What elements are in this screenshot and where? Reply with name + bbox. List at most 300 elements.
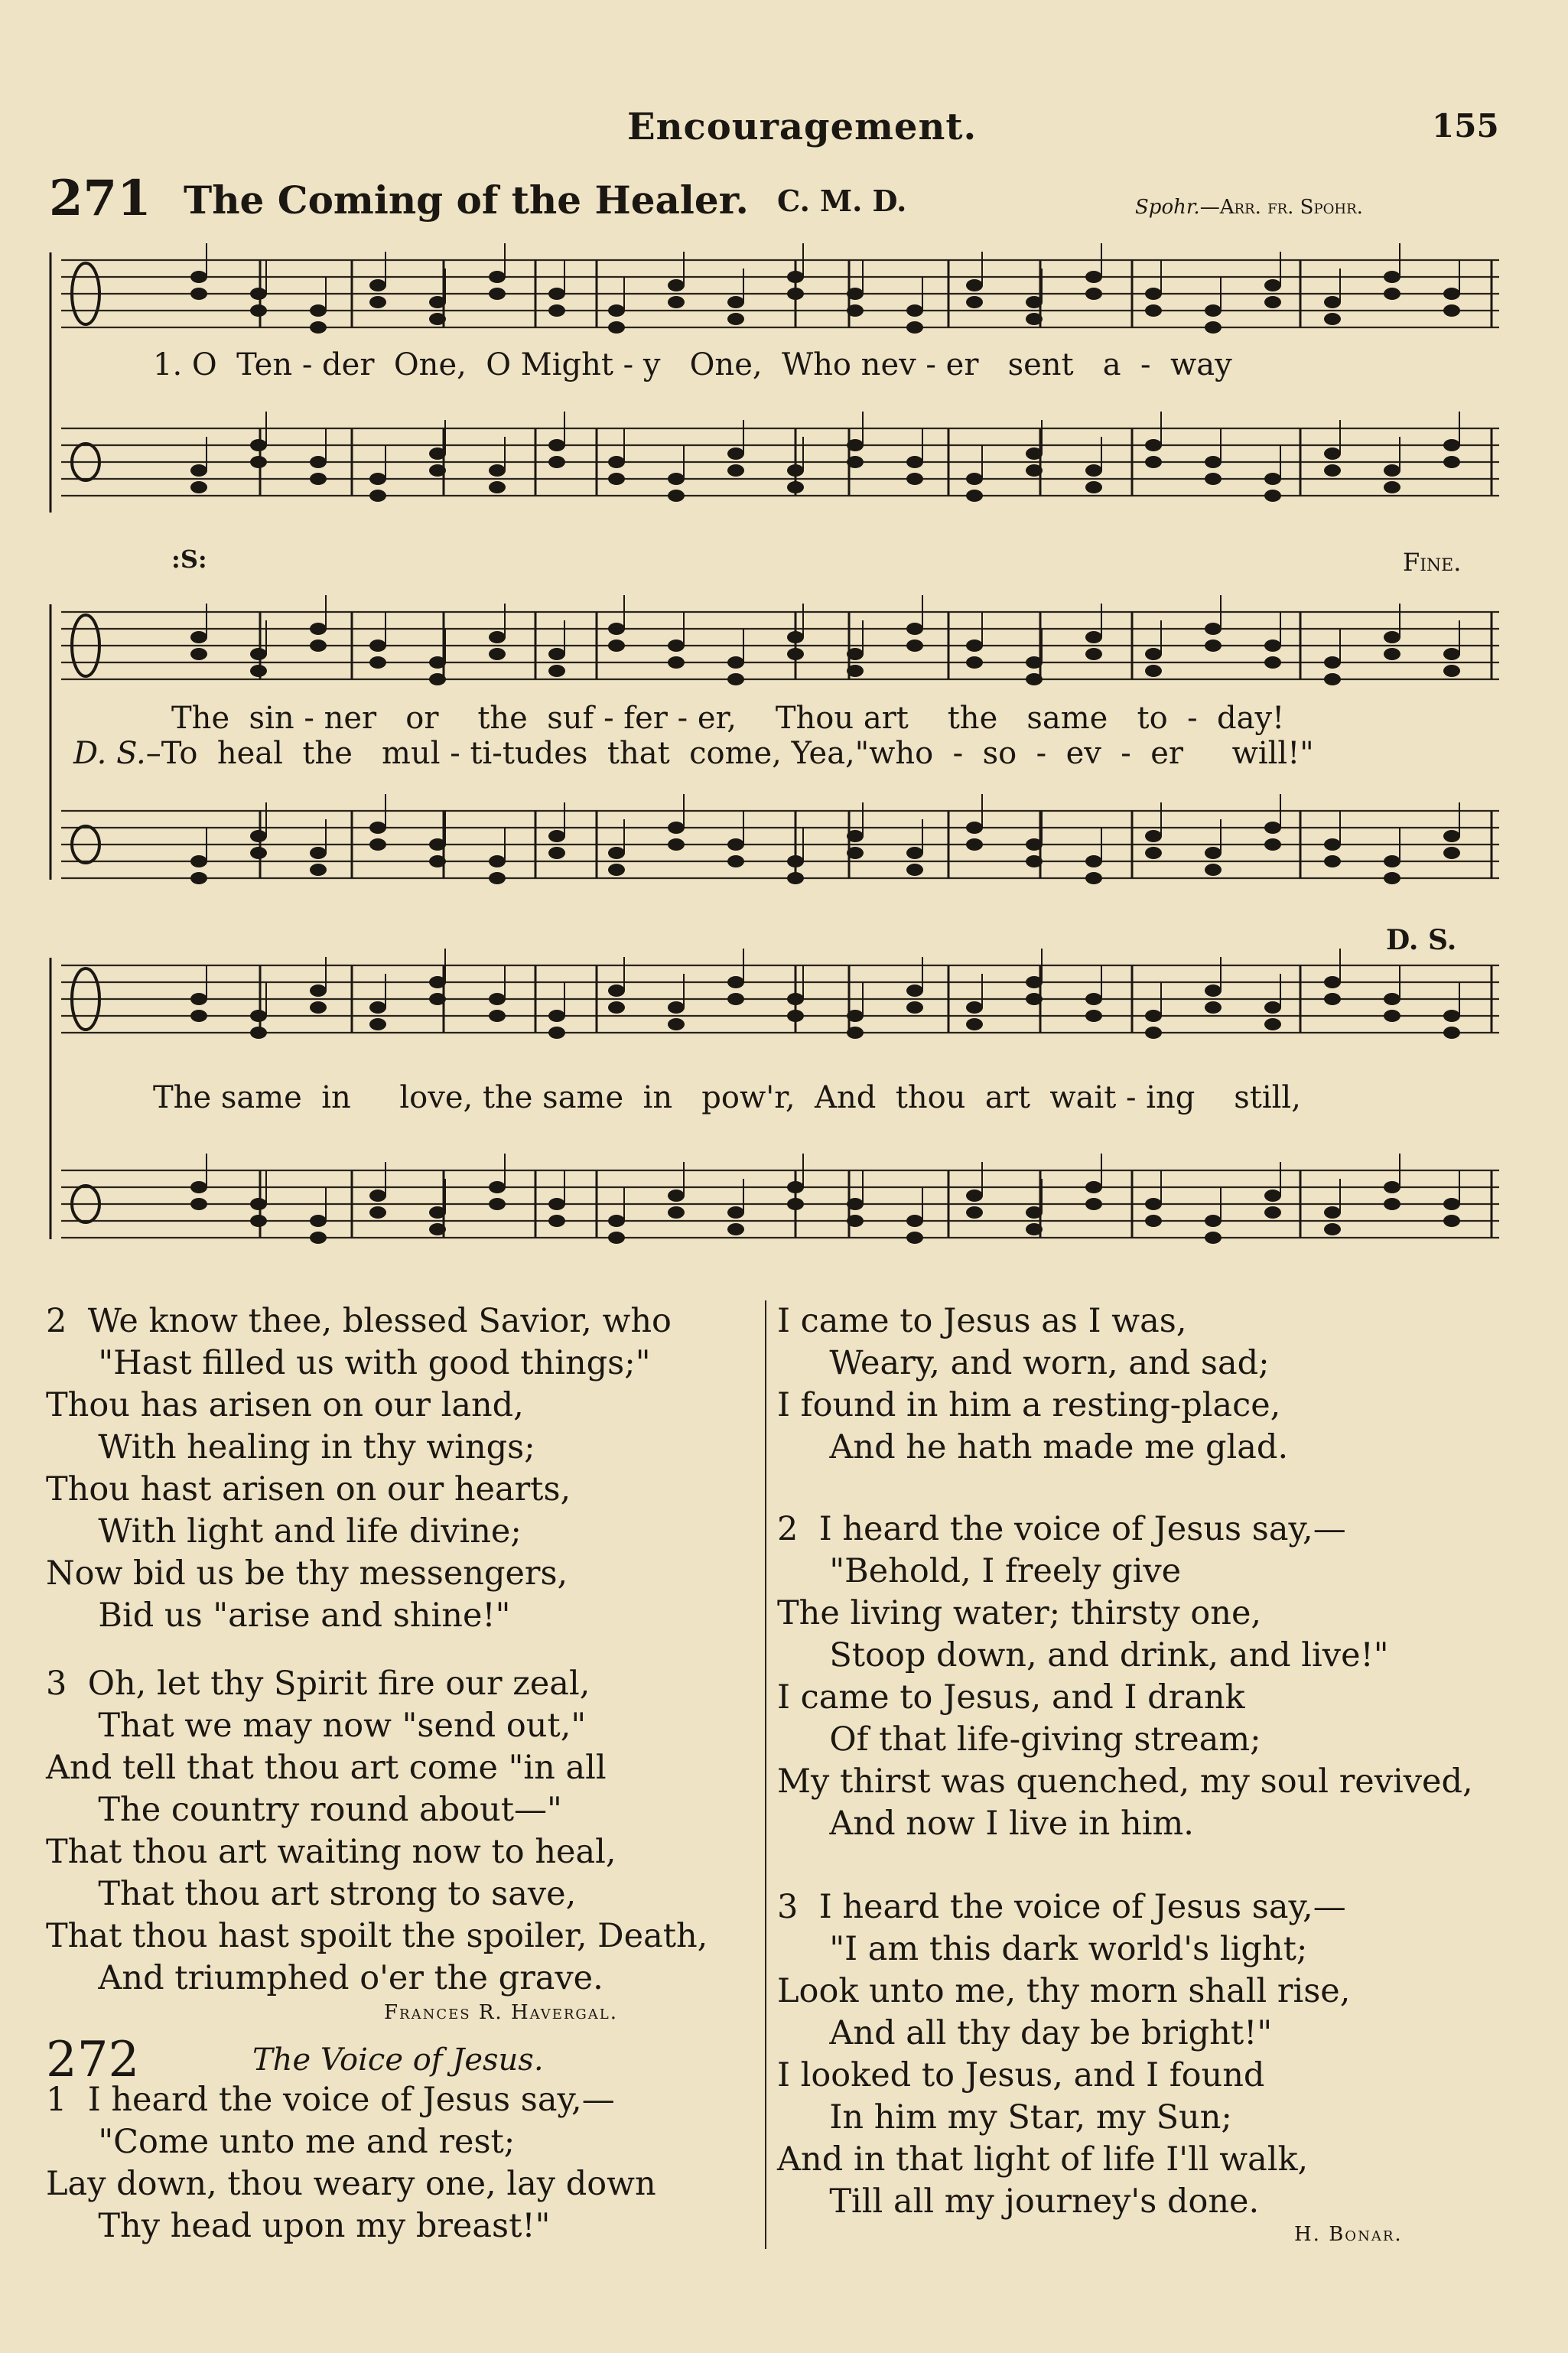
note-head [250, 456, 267, 468]
note-head [1085, 288, 1102, 300]
note-head [1026, 993, 1043, 1005]
note-head [847, 456, 864, 468]
note-head [548, 456, 565, 468]
verse-272-3-line: "I am this dark world's light; [777, 1930, 1308, 1968]
note-head [310, 640, 327, 652]
note-head [1026, 673, 1043, 685]
note-head [608, 623, 625, 635]
verse-272-1a-line: Thy head upon my breast!" [46, 2207, 551, 2245]
verse-271-3-line: That thou art waiting now to heal, [46, 1833, 616, 1871]
note-head [1264, 656, 1281, 669]
note-head [250, 1198, 267, 1210]
note-head [1384, 631, 1400, 643]
note-head [727, 656, 744, 669]
note-head [1264, 640, 1281, 652]
composer-name: Spohr. [1135, 196, 1200, 219]
note-head [1205, 864, 1222, 876]
note-head [847, 847, 864, 859]
note-head [1205, 1001, 1222, 1014]
note-head [1384, 1198, 1400, 1210]
note-head [310, 304, 327, 317]
note-head [966, 490, 983, 502]
note-head [608, 321, 625, 334]
note-head [250, 288, 267, 300]
note-head [548, 1027, 565, 1039]
note-head [489, 1198, 506, 1210]
note-head [1384, 1010, 1400, 1022]
note-head [489, 464, 506, 477]
note-head [429, 464, 446, 477]
note-head [1264, 1018, 1281, 1030]
note-head [310, 321, 327, 334]
verse-271-3-line: That thou hast spoilt the spoiler, Death, [46, 1917, 708, 1955]
note-head [608, 456, 625, 468]
note-head [1443, 847, 1460, 859]
verse-272-3-line: Till all my journey's done. [777, 2182, 1260, 2221]
note-head [1324, 1223, 1341, 1235]
note-head [1443, 439, 1460, 451]
note-head [548, 648, 565, 660]
note-head [1205, 640, 1222, 652]
note-head [727, 1206, 744, 1219]
verse-271-2-line: Now bid us be thy messengers, [46, 1554, 568, 1593]
note-head [369, 640, 386, 652]
note-head [906, 640, 923, 652]
verse-271-2-line: "Hast filled us with good things;" [46, 1344, 651, 1382]
verse-272-3-line: 3 I heard the voice of Jesus say,— [777, 1888, 1346, 1926]
note-head [608, 864, 625, 876]
note-head [668, 490, 685, 502]
note-head [1205, 1232, 1222, 1244]
note-head [1085, 481, 1102, 493]
note-head [1443, 665, 1460, 677]
note-head [787, 271, 804, 283]
note-head [1443, 1215, 1460, 1227]
note-head [727, 673, 744, 685]
note-head [1026, 447, 1043, 460]
note-head [1145, 456, 1162, 468]
note-head [966, 1001, 983, 1014]
segno-sign: :S: [171, 545, 207, 574]
note-head [1324, 447, 1341, 460]
note-head [608, 640, 625, 652]
verse-271-3 [46, 1663, 708, 2000]
note-head [1443, 830, 1460, 842]
note-head [1384, 1181, 1400, 1193]
note-head [847, 648, 864, 660]
note-head [787, 481, 804, 493]
note-head [1264, 490, 1281, 502]
verse-272-3-line: In him my Star, my Sun; [777, 2098, 1232, 2137]
note-head [489, 271, 506, 283]
note-head [1264, 296, 1281, 308]
verse-271-3-line: And tell that thou art come "in all [46, 1749, 607, 1787]
verse-271-2-line: With healing in thy wings; [46, 1428, 535, 1466]
note-head [906, 984, 923, 997]
note-head [727, 447, 744, 460]
note-head [727, 976, 744, 988]
note-head [190, 288, 207, 300]
note-head [190, 1181, 207, 1193]
verse-272-2-line: "Behold, I freely give [777, 1552, 1182, 1590]
note-head [1324, 296, 1341, 308]
note-head [548, 439, 565, 451]
note-head [369, 1190, 386, 1202]
note-head [1384, 872, 1400, 884]
note-head [1085, 631, 1102, 643]
note-head [1085, 648, 1102, 660]
verse-272-3-line: Look unto me, thy morn shall rise, [777, 1972, 1351, 2010]
note-head [1324, 1206, 1341, 1219]
note-head [1205, 984, 1222, 997]
verse-272-1b [777, 1300, 1288, 1469]
note-head [548, 665, 565, 677]
fine-marker: Fine. [1403, 548, 1462, 577]
note-head [608, 1001, 625, 1014]
note-head [1384, 271, 1400, 283]
note-head [847, 1198, 864, 1210]
note-head [608, 304, 625, 317]
note-head [190, 1198, 207, 1210]
note-head [1384, 855, 1400, 867]
note-head [906, 473, 923, 485]
note-head [787, 648, 804, 660]
note-head [1264, 473, 1281, 485]
note-head [190, 993, 207, 1005]
note-head [787, 631, 804, 643]
note-head [727, 993, 744, 1005]
verse-271-3-line: That thou art strong to save, [46, 1875, 577, 1913]
note-head [1384, 464, 1400, 477]
note-head [369, 1206, 386, 1219]
note-head [429, 855, 446, 867]
verse-272-1a-line: 1 I heard the voice of Jesus say,— [46, 2081, 615, 2119]
note-head [847, 1027, 864, 1039]
note-head [1145, 830, 1162, 842]
note-head [489, 1181, 506, 1193]
note-head [548, 847, 565, 859]
note-head [190, 271, 207, 283]
note-head [787, 1010, 804, 1022]
note-head [1026, 313, 1043, 325]
ds-marker: D. S. [1386, 924, 1457, 956]
section-title: Encouragement. [627, 106, 978, 148]
hymn-number-272: 272 [46, 2032, 140, 2088]
note-head [250, 648, 267, 660]
note-head [1324, 976, 1341, 988]
note-head [250, 847, 267, 859]
note-head [1205, 1215, 1222, 1227]
author-havergal: Frances R. Havergal. [384, 2001, 619, 2024]
note-head [1264, 279, 1281, 291]
note-head [1264, 1001, 1281, 1014]
verse-272-1b-line: I found in him a resting-place, [777, 1386, 1281, 1424]
note-head [1443, 1027, 1460, 1039]
note-head [906, 623, 923, 635]
note-head [250, 665, 267, 677]
note-head [966, 640, 983, 652]
note-head [429, 1223, 446, 1235]
lyric-line-3 [73, 736, 1314, 771]
note-head [1026, 1206, 1043, 1219]
note-head [1026, 976, 1043, 988]
verse-271-2-line: Thou has arisen on our land, [46, 1386, 524, 1424]
note-head [250, 439, 267, 451]
note-head [847, 304, 864, 317]
note-head [608, 984, 625, 997]
note-head [548, 1198, 565, 1210]
verse-272-1a [46, 2079, 656, 2247]
note-head [1145, 1027, 1162, 1039]
note-head [1145, 665, 1162, 677]
note-head [1145, 1010, 1162, 1022]
note-head [190, 855, 207, 867]
note-head [1264, 822, 1281, 834]
note-head [310, 864, 327, 876]
note-head [429, 313, 446, 325]
note-head [429, 296, 446, 308]
note-head [966, 656, 983, 669]
note-head [310, 847, 327, 859]
note-head [608, 1215, 625, 1227]
note-head [548, 1215, 565, 1227]
verse-272-3 [777, 1886, 1350, 2223]
ds-label: D. S. [73, 736, 146, 771]
verse-271-3-line: And triumphed o'er the grave. [46, 1959, 603, 1997]
verse-272-1b-line: And he hath made me glad. [777, 1428, 1289, 1466]
note-head [1205, 473, 1222, 485]
note-head [668, 838, 685, 851]
note-head [608, 473, 625, 485]
note-head [1264, 1206, 1281, 1219]
note-head [847, 1215, 864, 1227]
note-head [489, 288, 506, 300]
verse-272-2-line: And now I live in him. [777, 1805, 1194, 1843]
note-head [906, 847, 923, 859]
verse-272-1b-line: I came to Jesus as I was, [777, 1302, 1187, 1340]
verse-271-2-line: 2 We know thee, blessed Savior, who [46, 1302, 672, 1340]
note-head [1324, 673, 1341, 685]
verse-272-2-line: I came to Jesus, and I drank [777, 1678, 1245, 1717]
note-head [1443, 456, 1460, 468]
note-head [906, 1232, 923, 1244]
ds-lyrics: –To heal the mul - ti-tudes that come, Yea,"who - so - ev - er will!" [145, 736, 1314, 771]
note-head [787, 1181, 804, 1193]
note-head [1205, 304, 1222, 317]
note-head [369, 1018, 386, 1030]
note-head [489, 993, 506, 1005]
note-head [429, 993, 446, 1005]
note-head [429, 976, 446, 988]
note-head [668, 1001, 685, 1014]
note-head [1145, 847, 1162, 859]
note-head [906, 1001, 923, 1014]
note-head [1443, 648, 1460, 660]
note-head [727, 838, 744, 851]
note-head [1026, 855, 1043, 867]
note-head [727, 1223, 744, 1235]
note-head [608, 847, 625, 859]
column-divider [765, 1300, 766, 2249]
verse-272-3-line: And all thy day be bright!" [777, 2014, 1273, 2052]
composer-arrangement: —Arr. fr. Spohr. [1199, 196, 1363, 219]
hymn-meter: C. M. D. [777, 184, 907, 218]
note-head [847, 288, 864, 300]
note-head [369, 473, 386, 485]
note-head [1026, 656, 1043, 669]
note-head [966, 473, 983, 485]
note-head [1384, 481, 1400, 493]
note-head [310, 456, 327, 468]
note-head [966, 838, 983, 851]
verse-272-1a-line: Lay down, thou weary one, lay down [46, 2165, 656, 2203]
note-head [310, 1215, 327, 1227]
note-head [727, 313, 744, 325]
note-head [250, 1010, 267, 1022]
note-head [489, 481, 506, 493]
note-head [1145, 304, 1162, 317]
note-head [787, 464, 804, 477]
verse-272-1b-line: Weary, and worn, and sad; [777, 1344, 1270, 1382]
note-head [1085, 1181, 1102, 1193]
note-head [429, 447, 446, 460]
note-head [369, 822, 386, 834]
note-head [429, 838, 446, 851]
note-head [787, 993, 804, 1005]
note-head [250, 830, 267, 842]
note-head [310, 1232, 327, 1244]
note-head [369, 1001, 386, 1014]
note-head [1026, 838, 1043, 851]
note-head [369, 279, 386, 291]
note-head [548, 304, 565, 317]
note-head [1145, 439, 1162, 451]
note-head [1085, 1198, 1102, 1210]
note-head [1384, 993, 1400, 1005]
note-head [489, 872, 506, 884]
note-head [668, 656, 685, 669]
note-head [1443, 288, 1460, 300]
note-head [1145, 1198, 1162, 1210]
note-head [310, 984, 327, 997]
note-head [190, 631, 207, 643]
note-head [489, 1010, 506, 1022]
note-head [250, 1027, 267, 1039]
author-bonar: H. Bonar. [1294, 2223, 1403, 2246]
note-head [1324, 855, 1341, 867]
note-head [1205, 321, 1222, 334]
lyric-line-2: The sin - ner or the suf - fer - er, Thou art the same to - day! [171, 701, 1285, 736]
note-head [369, 838, 386, 851]
note-head [847, 830, 864, 842]
note-head [1384, 648, 1400, 660]
note-head [190, 872, 207, 884]
note-head [906, 456, 923, 468]
note-head [1026, 1223, 1043, 1235]
note-head [906, 864, 923, 876]
verse-271-3-line: 3 Oh, let thy Spirit fire our zeal, [46, 1665, 590, 1703]
note-head [906, 304, 923, 317]
note-head [787, 855, 804, 867]
note-head [548, 830, 565, 842]
note-head [190, 464, 207, 477]
note-head [250, 1215, 267, 1227]
note-head [727, 464, 744, 477]
note-head [1085, 464, 1102, 477]
note-head [966, 1206, 983, 1219]
verse-271-3-line: That we may now "send out," [46, 1707, 587, 1745]
note-head [548, 288, 565, 300]
note-head [668, 296, 685, 308]
note-head [190, 1010, 207, 1022]
note-head [1443, 1198, 1460, 1210]
hymn-title-272: The Voice of Jesus. [252, 2042, 544, 2078]
verse-271-2 [46, 1300, 672, 1637]
note-head [548, 1010, 565, 1022]
note-head [966, 1190, 983, 1202]
note-head [429, 673, 446, 685]
note-head [1205, 847, 1222, 859]
note-head [1026, 464, 1043, 477]
note-head [429, 656, 446, 669]
note-head [1384, 288, 1400, 300]
note-head [1324, 838, 1341, 851]
note-head [1145, 288, 1162, 300]
note-head [1443, 1010, 1460, 1022]
note-head [727, 855, 744, 867]
note-head [1085, 855, 1102, 867]
note-head [847, 665, 864, 677]
note-head [1324, 313, 1341, 325]
verse-272-2-line: Of that life-giving stream; [777, 1720, 1261, 1759]
note-head [1324, 464, 1341, 477]
note-head [1085, 1010, 1102, 1022]
note-head [847, 439, 864, 451]
note-head [369, 296, 386, 308]
note-head [429, 1206, 446, 1219]
verse-272-3-line: And in that light of life I'll walk, [777, 2140, 1309, 2179]
note-head [787, 288, 804, 300]
verse-272-2-line: My thirst was quenched, my soul revived, [777, 1762, 1473, 1801]
note-head [1026, 296, 1043, 308]
note-head [668, 1206, 685, 1219]
note-head [608, 1232, 625, 1244]
note-head [190, 481, 207, 493]
note-head [310, 473, 327, 485]
note-head [489, 855, 506, 867]
note-head [966, 822, 983, 834]
note-head [668, 640, 685, 652]
note-head [1205, 623, 1222, 635]
note-head [1264, 838, 1281, 851]
note-head [369, 490, 386, 502]
note-head [310, 1001, 327, 1014]
hymn-number-271: 271 [49, 170, 151, 227]
note-head [787, 1198, 804, 1210]
page-number: 155 [1432, 107, 1499, 145]
note-head [489, 648, 506, 660]
note-head [668, 473, 685, 485]
note-head [1324, 993, 1341, 1005]
verse-271-2-line: Thou hast arisen on our hearts, [46, 1470, 571, 1508]
note-head [1085, 872, 1102, 884]
note-head [250, 304, 267, 317]
note-head [1145, 1215, 1162, 1227]
note-head [787, 872, 804, 884]
verse-272-2-line: The living water; thirsty one, [777, 1594, 1262, 1632]
note-head [668, 822, 685, 834]
note-head [369, 656, 386, 669]
